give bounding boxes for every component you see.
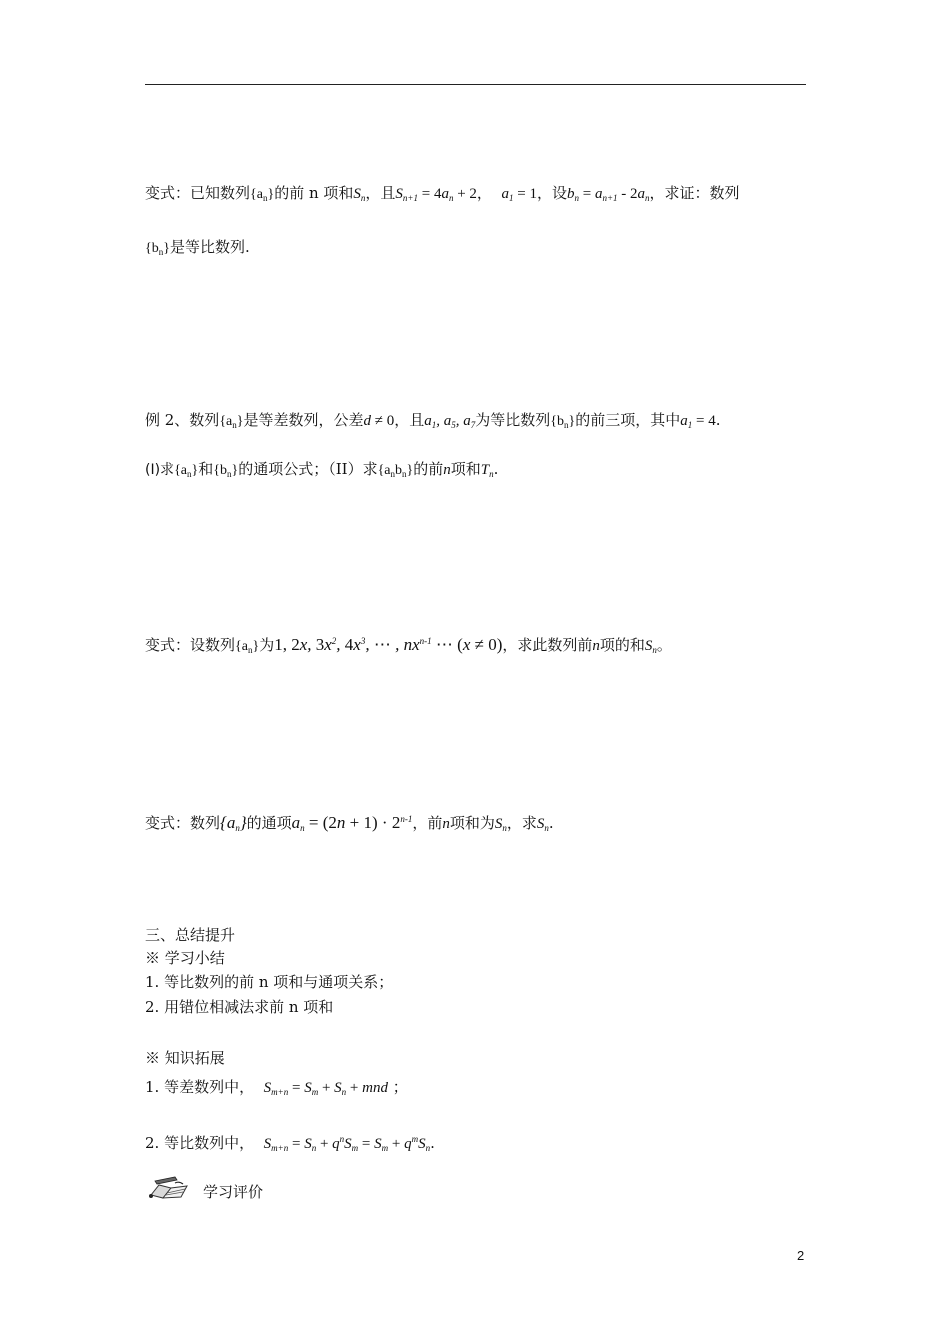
summary-item-2: 2. 用错位相减法求前 n 项和 bbox=[145, 998, 334, 1016]
extension-item-2 bbox=[145, 1128, 435, 1159]
math-Sn: $S_n$ bbox=[536, 816, 549, 833]
text: 的前 n 项和 bbox=[274, 184, 354, 202]
study-summary-title: ※ 学习小结 bbox=[145, 949, 225, 967]
text: 是等比数列. bbox=[169, 238, 250, 256]
math-a1: $a_1 = 1$ bbox=[501, 186, 537, 203]
text: 变式：数列 bbox=[145, 814, 221, 832]
text: 2. 等比数列中， bbox=[145, 1134, 255, 1152]
text: 变式：设数列 bbox=[145, 636, 236, 654]
text: . bbox=[430, 1134, 435, 1152]
text: 的前三项，其中 bbox=[575, 411, 681, 429]
header-rule bbox=[145, 84, 806, 85]
text: 为 bbox=[259, 636, 275, 654]
text: ， bbox=[476, 184, 492, 202]
math-recurrence: $S_{n+1} = 4a_n + 2$ bbox=[395, 186, 477, 203]
text: 项和为 bbox=[449, 814, 495, 832]
math-seq-bn: $\{b_n\}$ bbox=[550, 414, 576, 430]
text: 是等差数列，公差 bbox=[243, 411, 364, 429]
math-d-nonzero: d ≠ 0 bbox=[363, 413, 395, 429]
math-Sn: $S_n$ bbox=[353, 186, 366, 203]
evaluation-label: 学习评价 bbox=[203, 1183, 264, 1201]
text: ，求 bbox=[506, 814, 537, 832]
text: ，前 bbox=[412, 814, 443, 832]
example2-line1 bbox=[145, 409, 721, 436]
knowledge-extension-title: ※ 知识拓展 bbox=[145, 1049, 225, 1067]
text: . bbox=[493, 460, 499, 478]
text: 1. 等差数列中， bbox=[145, 1078, 255, 1096]
text: 项和 bbox=[450, 460, 481, 478]
text: 和 bbox=[198, 460, 214, 478]
text: 为等比数列 bbox=[475, 411, 551, 429]
text: 。 bbox=[656, 636, 672, 654]
text: 项的和 bbox=[599, 636, 645, 654]
math-Sn: $S_n$ bbox=[494, 816, 507, 833]
variant3-line bbox=[145, 808, 554, 839]
math-seq-an: $\{a_n\}$ bbox=[174, 463, 199, 479]
math-Sn: $S_n$ bbox=[644, 638, 657, 655]
extension-item-1 bbox=[145, 1076, 408, 1103]
math-seq-an: $\{a_n\}$ bbox=[235, 639, 260, 655]
text: ； bbox=[392, 1078, 408, 1096]
text: (I)求 bbox=[145, 462, 175, 478]
math-seq-anbn: $\{a_nb_n\}$ bbox=[377, 463, 414, 479]
math-seq-bn: $\{b_n\}$ bbox=[145, 241, 170, 257]
text: ，求证：数列 bbox=[649, 184, 740, 202]
math-bn-def: $b_n = a_{n+1} - 2a_n$ bbox=[566, 186, 650, 203]
math-n: n bbox=[443, 462, 451, 478]
math-seq-an: $\{a_n\}$ bbox=[219, 414, 244, 430]
text: ，求此数列前 bbox=[502, 636, 593, 654]
math-seq-an: $\{a_n\}$ bbox=[250, 187, 275, 203]
summary-heading: 三、总结提升 bbox=[145, 926, 236, 944]
text: ，且 bbox=[394, 411, 425, 429]
summary-item-1: 1. 等比数列的前 n 项和与通项关系； bbox=[145, 973, 394, 991]
example2-line2 bbox=[145, 458, 498, 485]
text: 的前 bbox=[413, 460, 444, 478]
text: 变式：已知数列 bbox=[145, 184, 251, 202]
variant2-line bbox=[145, 630, 672, 661]
math-a1-a5-a7: $a_1$, $a_5$, $a_7$ bbox=[424, 413, 476, 430]
text: ，且 bbox=[365, 184, 396, 202]
math-n: n bbox=[442, 816, 450, 832]
variant1-line2 bbox=[145, 236, 250, 263]
text: . bbox=[715, 411, 721, 429]
math-seq-an: $\{a_n\}$ bbox=[220, 813, 247, 833]
math-a1-eq-4: $a_1 = 4$ bbox=[680, 413, 716, 430]
math-sequence-terms: 1, 2x, $3x^2$, $4x^3$, ⋯ , $nx^{n-1}$ ⋯ (x ≠ 0) bbox=[274, 635, 503, 654]
math-seq-bn: $\{b_n\}$ bbox=[213, 463, 239, 479]
math-arith-identity: $S_{m+n} = S_m + S_n$ + mnd bbox=[263, 1080, 388, 1097]
text: . bbox=[548, 814, 554, 832]
math-n: n bbox=[592, 638, 600, 654]
text: 的通项 bbox=[246, 814, 292, 832]
variant1-line1 bbox=[145, 182, 740, 209]
page-number: 2 bbox=[797, 1248, 805, 1263]
math-an-formula: $a_n = (2n + 1) \cdot 2^{n-1}$ bbox=[291, 813, 413, 833]
math-geo-identity: $S_{m+n} = S_n + q^nS_m = S_m + q^mS_n$ bbox=[263, 1134, 431, 1153]
text: ，设 bbox=[536, 184, 567, 202]
text: 例 2、数列 bbox=[145, 411, 220, 429]
book-pen-icon bbox=[145, 1175, 195, 1201]
math-Tn: $T_n$ bbox=[480, 462, 494, 479]
text: 的通项公式；（II）求 bbox=[238, 460, 378, 478]
